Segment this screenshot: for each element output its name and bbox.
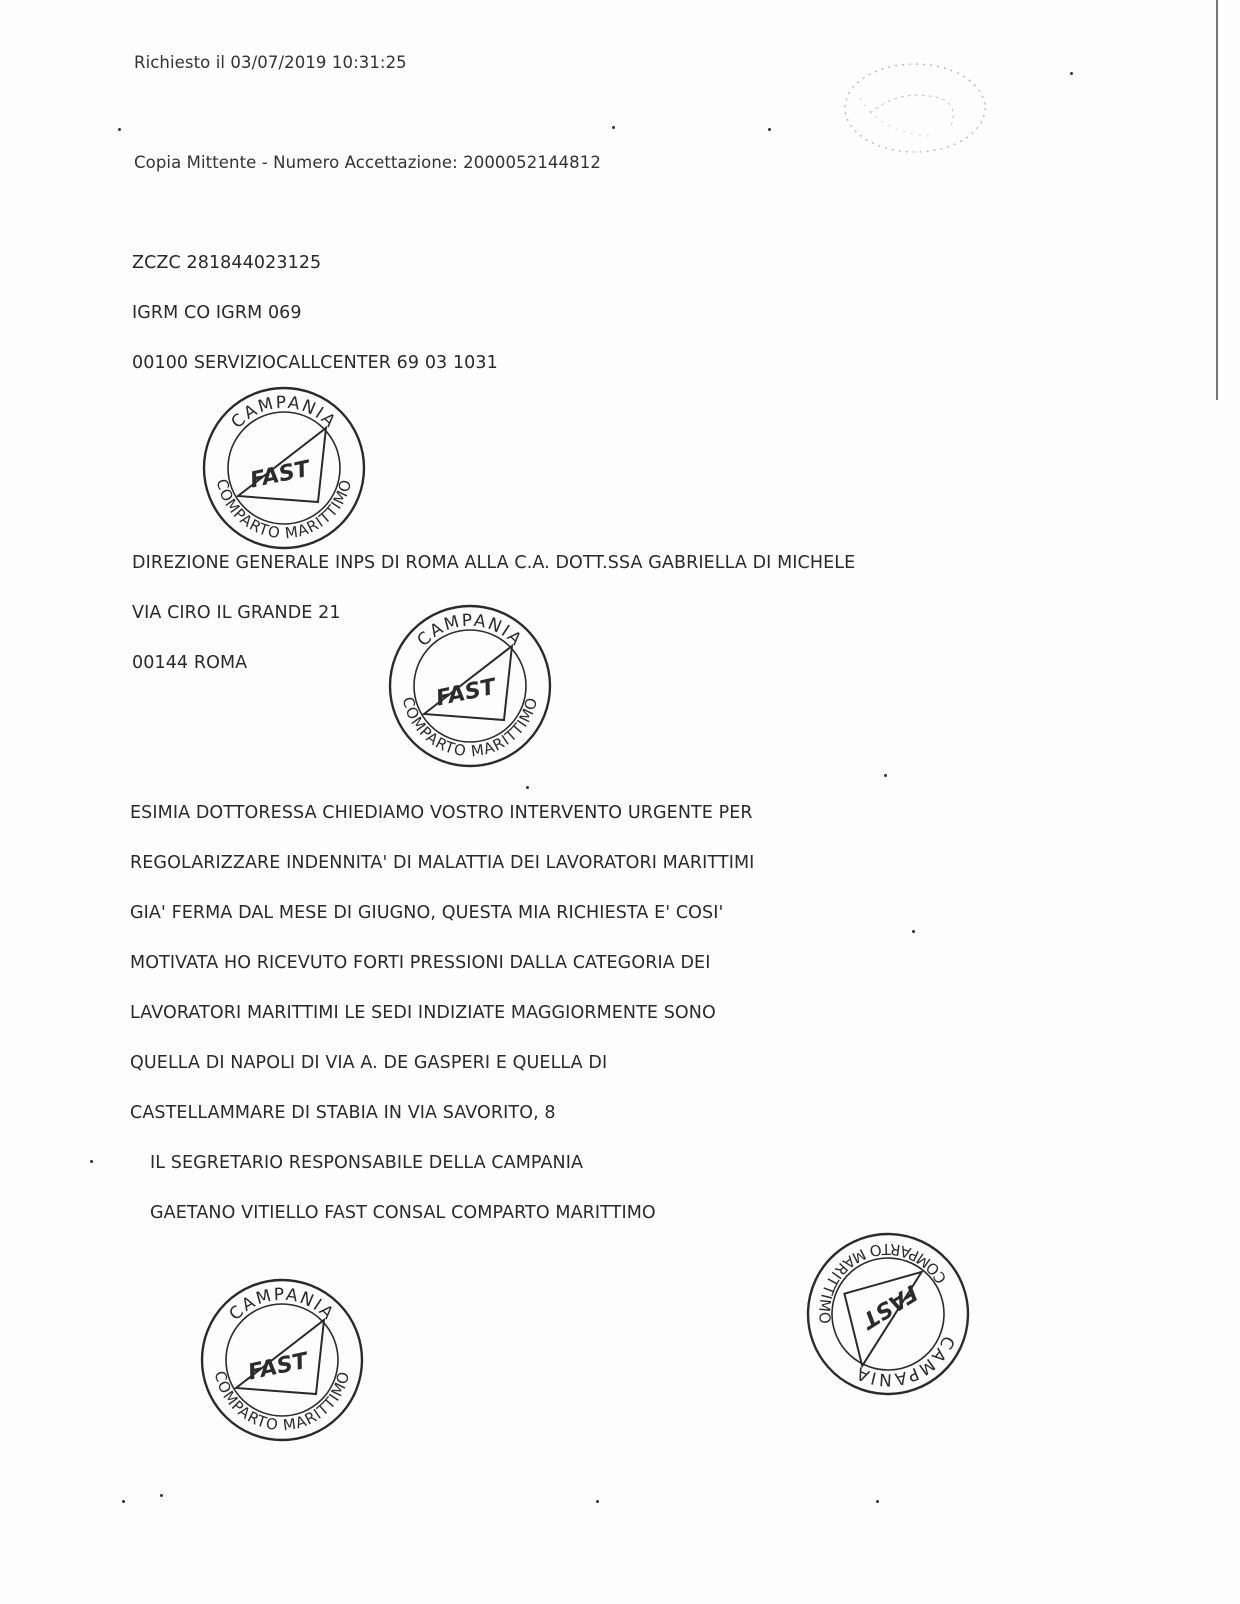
stamp-bottom-text: COMPARTO MARITTIMO bbox=[212, 477, 356, 543]
stamp-top-text: CAMPANIA bbox=[413, 610, 527, 651]
scan-speck bbox=[768, 128, 771, 131]
union-stamp-rotated bbox=[800, 1226, 976, 1402]
recipient-name: DIREZIONE GENERALE INPS DI ROMA ALLA C.A. DOTT.SSA GABRIELLA DI MICHELE bbox=[132, 553, 856, 573]
requested-date: Richiesto il 03/07/2019 10:31:25 bbox=[134, 53, 407, 72]
stamp-top-text: CAMPANIA bbox=[851, 1332, 959, 1390]
recipient-street: VIA CIRO IL GRANDE 21 bbox=[132, 603, 341, 623]
stamp-top-text: CAMPANIA bbox=[225, 1284, 339, 1325]
union-stamp bbox=[198, 384, 370, 552]
scan-speck bbox=[884, 774, 887, 777]
scan-speck bbox=[1070, 72, 1073, 75]
scan-speck bbox=[596, 1500, 599, 1503]
body-line: QUELLA DI NAPOLI DI VIA A. DE GASPERI E QUELLA DI bbox=[130, 1053, 608, 1073]
signature-role: IL SEGRETARIO RESPONSABILE DELLA CAMPANIA bbox=[150, 1153, 584, 1173]
recipient-city: 00144 ROMA bbox=[132, 653, 248, 673]
stamp-top-text: CAMPANIA bbox=[227, 392, 341, 433]
body-line: GIA' FERMA DAL MESE DI GIUGNO, QUESTA MIA RICHIESTA E' COSI' bbox=[130, 903, 724, 923]
body-line: ESIMIA DOTTORESSA CHIEDIAMO VOSTRO INTERVENTO URGENTE PER bbox=[130, 803, 753, 823]
service-code: 00100 SERVIZIOCALLCENTER 69 03 1031 bbox=[132, 353, 498, 373]
zczc-code: ZCZC 281844023125 bbox=[132, 253, 322, 273]
faint-stamp-mark bbox=[840, 58, 990, 162]
union-stamp bbox=[196, 1274, 368, 1446]
stamp-logo-text: FAST bbox=[245, 1348, 310, 1386]
scan-speck bbox=[122, 1500, 125, 1503]
acceptance-number-line: Copia Mittente - Numero Accettazione: 2000052144812 bbox=[134, 153, 601, 172]
scan-speck bbox=[526, 786, 529, 789]
union-stamp bbox=[384, 600, 556, 772]
scan-speck bbox=[118, 128, 121, 131]
body-line: CASTELLAMMARE DI STABIA IN VIA SAVORITO, 8 bbox=[130, 1103, 556, 1123]
scan-speck bbox=[612, 126, 615, 129]
scan-edge-line bbox=[1216, 0, 1218, 400]
scan-speck bbox=[90, 1160, 93, 1163]
igrm-code: IGRM CO IGRM 069 bbox=[132, 303, 302, 323]
scan-speck bbox=[160, 1494, 163, 1497]
stamp-bottom-text: COMPARTO MARITTIMO bbox=[398, 695, 542, 761]
body-line: LAVORATORI MARITTIMI LE SEDI INDIZIATE MAGGIORMENTE SONO bbox=[130, 1003, 716, 1023]
signature-name: GAETANO VITIELLO FAST CONSAL COMPARTO MARITTIMO bbox=[150, 1203, 656, 1223]
scan-speck bbox=[876, 1500, 879, 1503]
stamp-logo-text: FAST bbox=[857, 1279, 922, 1333]
body-line: MOTIVATA HO RICEVUTO FORTI PRESSIONI DALLA CATEGORIA DEI bbox=[130, 953, 711, 973]
body-line: REGOLARIZZARE INDENNITA' DI MALATTIA DEI LAVORATORI MARITTIMI bbox=[130, 853, 755, 873]
stamp-bottom-text: COMPARTO MARITTIMO bbox=[210, 1369, 354, 1435]
stamp-bottom-text: COMPARTO MARITTIMO bbox=[814, 1240, 951, 1326]
scan-speck bbox=[912, 930, 915, 933]
stamp-logo-text: FAST bbox=[433, 674, 498, 712]
stamp-logo-text: FAST bbox=[247, 456, 312, 494]
